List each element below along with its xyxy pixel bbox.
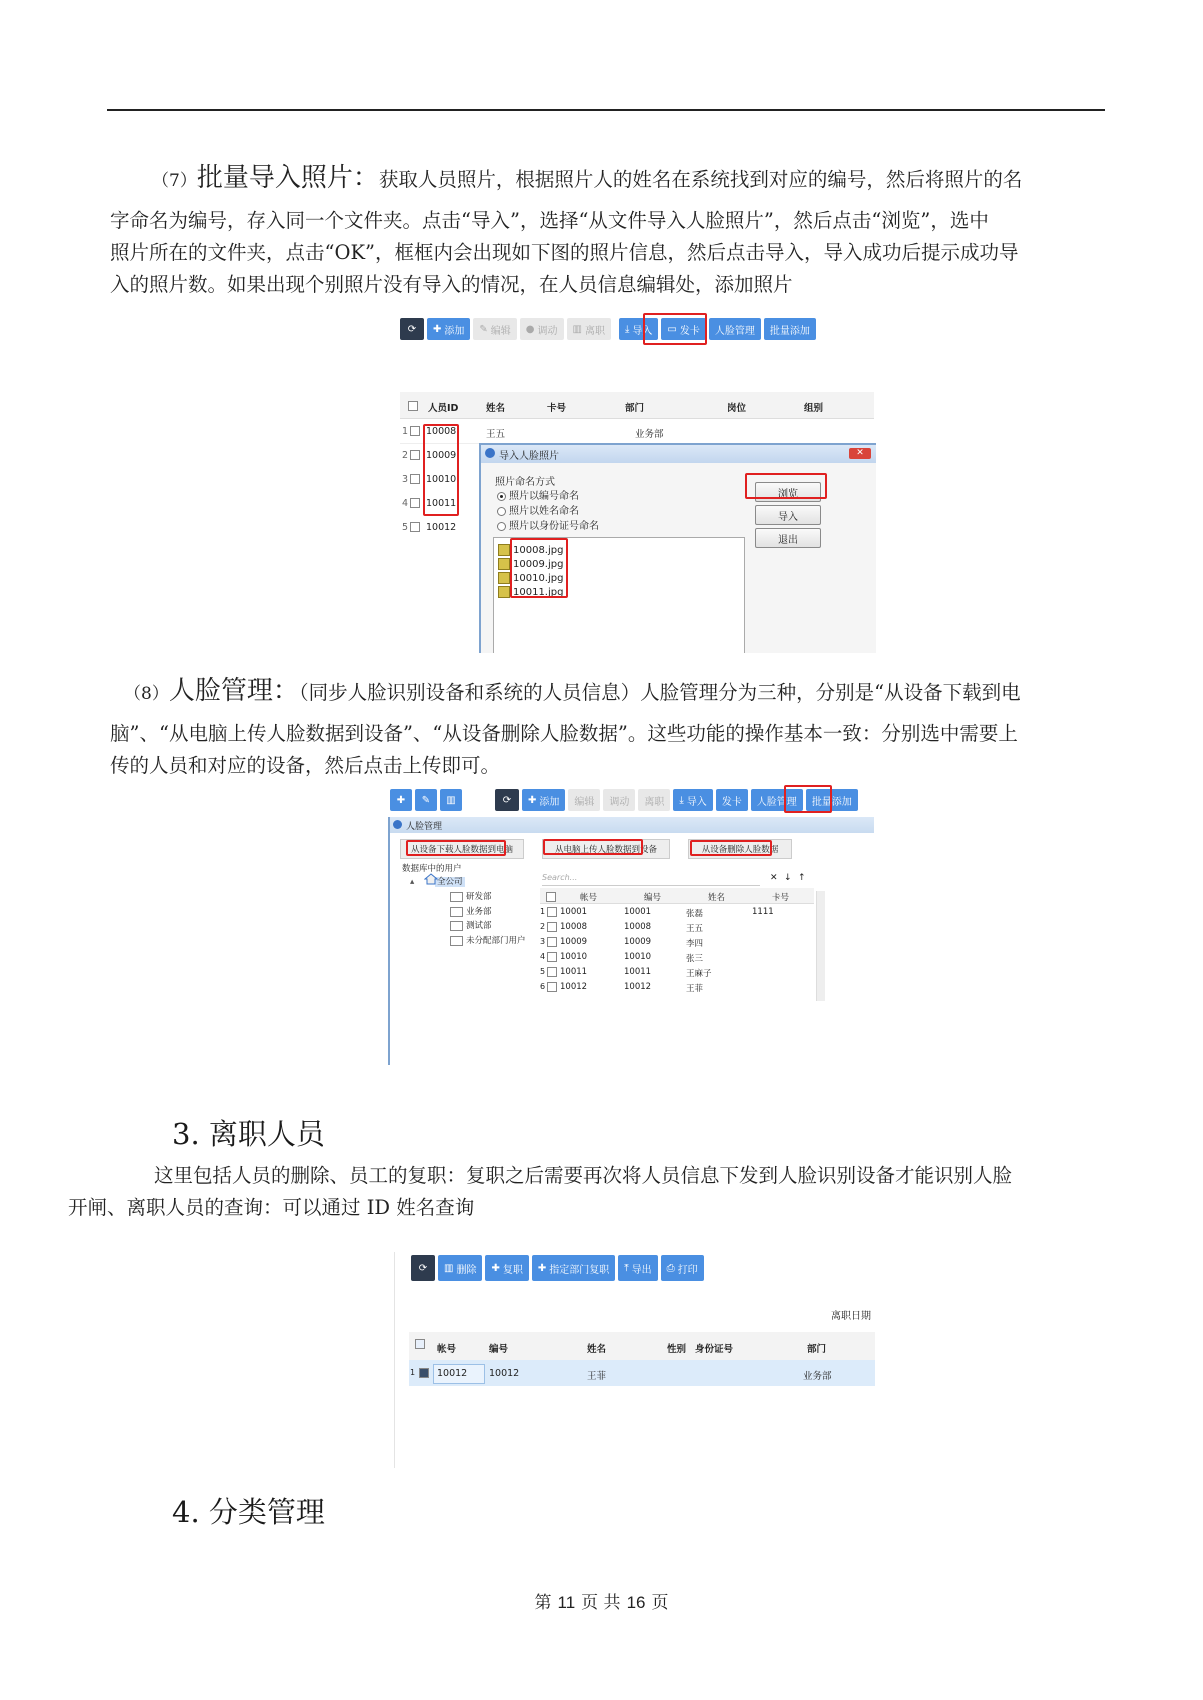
files-highlight	[510, 538, 568, 598]
resign-date-label: 离职日期	[831, 1311, 871, 1322]
name: 王菲	[686, 984, 704, 994]
number: 10009	[624, 937, 652, 947]
number: 10011	[624, 967, 652, 977]
row-number: 1	[540, 907, 546, 916]
radio-by-idcard[interactable]	[497, 517, 599, 532]
browse-highlight	[745, 473, 827, 499]
col-account: 帐号	[437, 1344, 457, 1355]
grid-header	[409, 1332, 875, 1361]
reinstate-dept-label: 指定部门复职	[549, 1264, 610, 1276]
face-manage-button[interactable]	[709, 318, 761, 340]
issue-card-button[interactable]	[716, 789, 748, 811]
row-number: 5	[402, 522, 409, 533]
col-gender: 性别	[667, 1344, 687, 1355]
tree-root[interactable]: ▴ 全公司	[410, 875, 465, 887]
row-number: 4	[402, 498, 409, 509]
arrow-up-icon[interactable]: ↑	[798, 873, 806, 883]
section8-line3: 传的人员和对应的设备，然后点击上传即可。	[110, 754, 501, 777]
tab-upload-highlight	[543, 839, 643, 855]
folder-icon	[450, 892, 463, 902]
section3-line1: 这里包括人员的删除、员工的复职：复职之后需要再次将人员信息下发到人脸识别设备才能识别人脸	[154, 1164, 1013, 1187]
row-checkbox[interactable]	[547, 921, 557, 932]
select-all-checkbox[interactable]	[415, 1338, 425, 1349]
account: 10011	[560, 967, 588, 977]
window-app-icon	[393, 820, 402, 829]
table-row[interactable]	[540, 965, 814, 980]
resign-button[interactable]	[567, 318, 611, 340]
edit-label: 编辑	[490, 325, 511, 337]
row-checkbox[interactable]	[547, 966, 557, 977]
section7-number: （7）	[152, 171, 197, 191]
col-card: 卡号	[547, 403, 567, 414]
tab-download-highlight	[406, 840, 506, 856]
dept: 业务部	[803, 1371, 832, 1382]
plus-icon: ✚	[528, 794, 537, 806]
table-row[interactable]	[400, 515, 460, 539]
card: 1111	[752, 907, 774, 917]
person-name: 王五	[486, 429, 506, 440]
section3-line2: 开闸、离职人员的查询：可以通过 ID 姓名查询	[68, 1196, 475, 1219]
person-id: 10008	[426, 426, 457, 437]
page-number: 11	[557, 1593, 576, 1612]
dialog-title: 导入人脸照片	[499, 450, 559, 462]
toolbar	[400, 317, 816, 341]
reinstate-dept-button[interactable]	[532, 1255, 615, 1281]
section8-line2: 脑”、“从电脑上传人脸数据到设备”、“从设备删除人脸数据”。这些功能的操作基本一致：分别选中需要上	[110, 722, 1018, 745]
export-button[interactable]	[618, 1255, 657, 1281]
number: 10001	[624, 907, 652, 917]
table-row[interactable]	[540, 920, 814, 935]
col-account: 帐号	[580, 893, 598, 903]
header-rule	[107, 109, 1105, 111]
row-number: 6	[540, 982, 546, 991]
plus-icon: ✚	[537, 1262, 547, 1274]
tree-item[interactable]	[450, 905, 492, 917]
reinstate-label: 复职	[502, 1264, 523, 1276]
row-checkbox[interactable]	[410, 473, 420, 484]
row-checkbox[interactable]	[410, 521, 420, 532]
name: 张磊	[686, 909, 704, 919]
section7-line1: 获取人员照片，根据照片人的姓名在系统找到对应的编号，然后将照片的名	[378, 168, 1023, 191]
col-dept: 部门	[625, 403, 645, 414]
person-id: 10011	[426, 498, 457, 509]
trash-icon: ▥	[444, 1262, 454, 1274]
number: 10012	[624, 982, 652, 992]
arrow-down-icon[interactable]: ↓	[784, 873, 792, 883]
account: 10009	[560, 937, 588, 947]
print-label: 打印	[677, 1264, 698, 1276]
vertical-scrollbar[interactable]	[816, 891, 825, 1001]
user-icon: ●	[525, 323, 535, 335]
refresh-icon: ⟳	[407, 323, 417, 335]
col-name: 姓名	[708, 893, 726, 903]
section8-line1: （同步人脸识别设备和系统的人员信息）人脸管理分为三种，分别是“从设备下载到电	[298, 681, 1021, 704]
col-name: 姓名	[587, 1344, 607, 1355]
col-group: 组别	[804, 403, 824, 414]
import-photo-screenshot	[398, 313, 876, 653]
row-checkbox[interactable]	[547, 951, 557, 962]
refresh-button[interactable]	[495, 789, 519, 811]
tree-item-label: 测试部	[466, 921, 492, 931]
tab-upload[interactable]: 从电脑上传人脸数据到设备	[542, 839, 670, 859]
user-grid-header	[540, 888, 814, 904]
footer-prefix: 第	[534, 1593, 552, 1613]
add-label: 添加	[539, 796, 560, 808]
trash-icon: ▥	[446, 794, 456, 806]
file-name: 10008.jpg	[513, 545, 564, 556]
user-grid-body	[540, 905, 814, 995]
tab-delete-highlight	[690, 840, 772, 856]
row-number: 2	[402, 450, 409, 461]
edit-label: 编辑	[574, 796, 595, 808]
resigned-staff-screenshot	[394, 1252, 875, 1468]
section7-line2: 字命名为编号，存入同一个文件夹。点击“导入”，选择“从文件导入人脸照片”，然后点击“浏览”，选中	[110, 209, 989, 232]
reinstate-button[interactable]	[485, 1255, 528, 1281]
printer-icon: ⎙	[666, 1262, 675, 1274]
name: 王麻子	[686, 969, 712, 979]
name: 李四	[686, 939, 704, 949]
dialog-titlebar	[481, 445, 876, 463]
tree-item[interactable]	[450, 890, 492, 902]
edit-button[interactable]	[473, 318, 516, 340]
table-row[interactable]	[540, 935, 814, 950]
small-toolbar	[390, 788, 462, 812]
refresh-icon: ⟳	[502, 794, 512, 806]
issue-card-label: 发卡	[679, 325, 700, 337]
add-button[interactable]	[522, 789, 565, 811]
plus-icon: ✚	[396, 794, 406, 806]
browse-button[interactable]: 浏览	[755, 482, 821, 502]
col-name: 姓名	[486, 403, 506, 414]
person-id: 10012	[426, 522, 457, 533]
transfer-label: 调动	[537, 325, 558, 337]
tree-item-label: 未分配部门用户	[466, 936, 526, 946]
footer-middle: 页 共	[581, 1593, 621, 1613]
tree-item[interactable]	[450, 934, 526, 946]
transfer-button[interactable]	[520, 318, 564, 340]
tree-caption: 数据库中的用户	[402, 864, 462, 874]
table-row[interactable]	[540, 950, 814, 965]
add-label: 添加	[444, 325, 465, 337]
window-title: 人脸管理	[406, 821, 443, 832]
transfer-button[interactable]	[603, 789, 635, 811]
download-icon: ⤓	[624, 323, 630, 335]
image-file-icon	[498, 586, 510, 598]
plus-icon: ✚	[433, 323, 442, 335]
select-all-checkbox[interactable]	[546, 891, 556, 902]
col-number: 编号	[489, 1344, 509, 1355]
row-number: 4	[540, 952, 546, 961]
folder-icon	[450, 921, 463, 931]
dialog-import-button[interactable]: 导入	[755, 505, 821, 525]
issue-card-label: 发卡	[721, 796, 742, 808]
toolbar	[411, 1254, 704, 1282]
tab-download[interactable]: 从设备下载人脸数据到电脑	[400, 839, 524, 859]
account: 10001	[560, 907, 588, 917]
radio-by-name[interactable]	[497, 502, 579, 517]
col-dept: 部门	[807, 1344, 827, 1355]
face-manage-screenshot	[388, 785, 874, 1065]
file-name: 10009.jpg	[513, 559, 564, 570]
row-number: 2	[540, 922, 546, 931]
section3-paragraph	[68, 1160, 1108, 1224]
id-highlight	[423, 424, 459, 516]
row-number: 3	[540, 937, 546, 946]
section8-paragraph	[110, 675, 1112, 782]
number: 10012	[489, 1368, 520, 1379]
transfer-label: 调动	[609, 796, 630, 808]
name: 王五	[686, 924, 704, 934]
col-card: 卡号	[772, 893, 790, 903]
section7-title: 批量导入照片：	[196, 163, 379, 193]
batch-add-label: 批量添加	[769, 325, 810, 337]
image-file-icon	[498, 544, 510, 556]
name: 张三	[686, 954, 704, 964]
grid-header	[400, 392, 874, 419]
naming-group-label: 照片命名方式	[495, 477, 555, 488]
delete-button[interactable]	[438, 1255, 482, 1281]
refresh-icon: ⟳	[418, 1262, 428, 1274]
row-checkbox[interactable]	[547, 906, 557, 917]
exit-button[interactable]: 退出	[755, 528, 821, 548]
tree-root-label: 全公司	[436, 877, 463, 887]
print-button[interactable]	[661, 1255, 704, 1281]
import-label: 导入	[686, 796, 707, 808]
resign-label: 离职	[584, 325, 605, 337]
refresh-button[interactable]	[400, 318, 424, 340]
table-row[interactable]	[400, 419, 874, 444]
card-icon: ▭	[667, 323, 677, 335]
face-manage-highlight	[784, 785, 832, 813]
image-file-icon	[498, 558, 510, 570]
table-row[interactable]	[540, 905, 814, 920]
select-all-checkbox[interactable]	[408, 400, 418, 411]
batch-add-label: 批量添加	[811, 796, 852, 808]
image-file-icon	[498, 572, 510, 584]
batch-add-button[interactable]	[764, 318, 816, 340]
face-manage-label: 人脸管理	[714, 325, 755, 337]
section8-number: （8）	[124, 684, 169, 704]
row-checkbox[interactable]	[410, 497, 420, 508]
radio-by-name-label: 照片以姓名命名	[509, 506, 579, 517]
number: 10008	[624, 922, 652, 932]
footer-suffix: 页	[651, 1593, 669, 1613]
edit-button[interactable]	[568, 789, 600, 811]
person-id: 10009	[426, 450, 457, 461]
col-idcard: 身份证号	[695, 1344, 734, 1355]
trash-icon: ▥	[572, 323, 582, 335]
close-icon[interactable]: ✕	[849, 448, 871, 459]
section7-paragraph	[110, 162, 1112, 301]
number: 10010	[624, 952, 652, 962]
tree-item-label: 业务部	[466, 907, 492, 917]
row-checkbox[interactable]	[547, 981, 557, 992]
table-row[interactable]	[540, 980, 814, 995]
tree-item[interactable]	[450, 919, 492, 931]
section3-heading: 3. 离职人员	[172, 1117, 325, 1151]
import-highlight	[643, 313, 707, 345]
upload-icon: ⤒	[624, 1262, 629, 1274]
account: 10012	[437, 1368, 468, 1379]
section7-line3: 照片所在的文件夹，点击“OK”，框框内会出现如下图的照片信息，然后点击导入，导入成功后提示成功导	[110, 241, 1019, 264]
total-pages: 16	[626, 1593, 646, 1612]
name: 王菲	[587, 1371, 607, 1382]
person-id: 10010	[426, 474, 457, 485]
export-label: 导出	[631, 1264, 652, 1276]
table-row[interactable]	[409, 1360, 875, 1386]
row-checkbox[interactable]	[547, 936, 557, 947]
home-icon	[424, 873, 438, 885]
account: 10010	[560, 952, 588, 962]
section7-line4: 入的照片数。如果出现个别照片没有导入的情况，在人员信息编辑处，添加照片	[110, 273, 793, 296]
account: 10008	[560, 922, 588, 932]
radio-by-idcard-label: 照片以身份证号命名	[509, 521, 599, 532]
row-number: 1	[402, 426, 409, 437]
download-icon: ⤓	[679, 794, 684, 806]
window-titlebar	[390, 817, 874, 833]
import-button[interactable]	[673, 789, 712, 811]
tab-delete[interactable]: 从设备删除人脸数据	[688, 839, 792, 859]
section4-heading: 4. 分类管理	[172, 1495, 325, 1529]
col-person-id: 人员ID	[428, 403, 459, 414]
page-footer	[0, 1588, 1203, 1613]
account: 10012	[560, 982, 588, 992]
add-button[interactable]	[427, 318, 470, 340]
pencil-icon: ✎	[479, 323, 488, 335]
import-label: 导入	[632, 325, 653, 337]
col-post: 岗位	[727, 403, 747, 414]
small-add-button[interactable]	[390, 789, 412, 811]
radio-by-id[interactable]	[497, 487, 579, 502]
section8-title: 人脸管理：	[168, 676, 299, 706]
folder-icon	[450, 936, 463, 946]
row-number: 5	[540, 967, 546, 976]
small-edit-button[interactable]	[415, 789, 437, 811]
resign-label: 离职	[644, 796, 665, 808]
delete-label: 删除	[456, 1264, 477, 1276]
pencil-icon: ✎	[421, 794, 431, 806]
search-input[interactable]: Search...	[542, 873, 760, 886]
col-number: 编号	[644, 893, 662, 903]
dialog-app-icon	[485, 448, 495, 458]
row-checkbox[interactable]	[410, 449, 420, 460]
resign-button[interactable]	[638, 789, 670, 811]
row-number: 3	[402, 474, 409, 485]
import-face-dialog	[479, 443, 876, 653]
file-name: 10010.jpg	[513, 573, 564, 584]
face-manage-label: 人脸管理	[756, 796, 797, 808]
person-dept: 业务部	[635, 429, 664, 440]
tree-item-label: 研发部	[466, 892, 492, 902]
file-name: 10011.jpg	[513, 587, 564, 598]
radio-by-id-label: 照片以编号命名	[509, 491, 579, 502]
row-checkbox[interactable]	[410, 425, 420, 436]
small-delete-button[interactable]	[440, 789, 462, 811]
clear-icon[interactable]: ✕	[770, 873, 778, 883]
plus-icon: ✚	[491, 1262, 500, 1274]
refresh-button[interactable]	[411, 1255, 435, 1281]
face-manage-window	[388, 817, 874, 1065]
row-checkbox[interactable]	[419, 1367, 429, 1378]
folder-icon	[450, 907, 463, 917]
row-number: 1	[410, 1368, 416, 1377]
